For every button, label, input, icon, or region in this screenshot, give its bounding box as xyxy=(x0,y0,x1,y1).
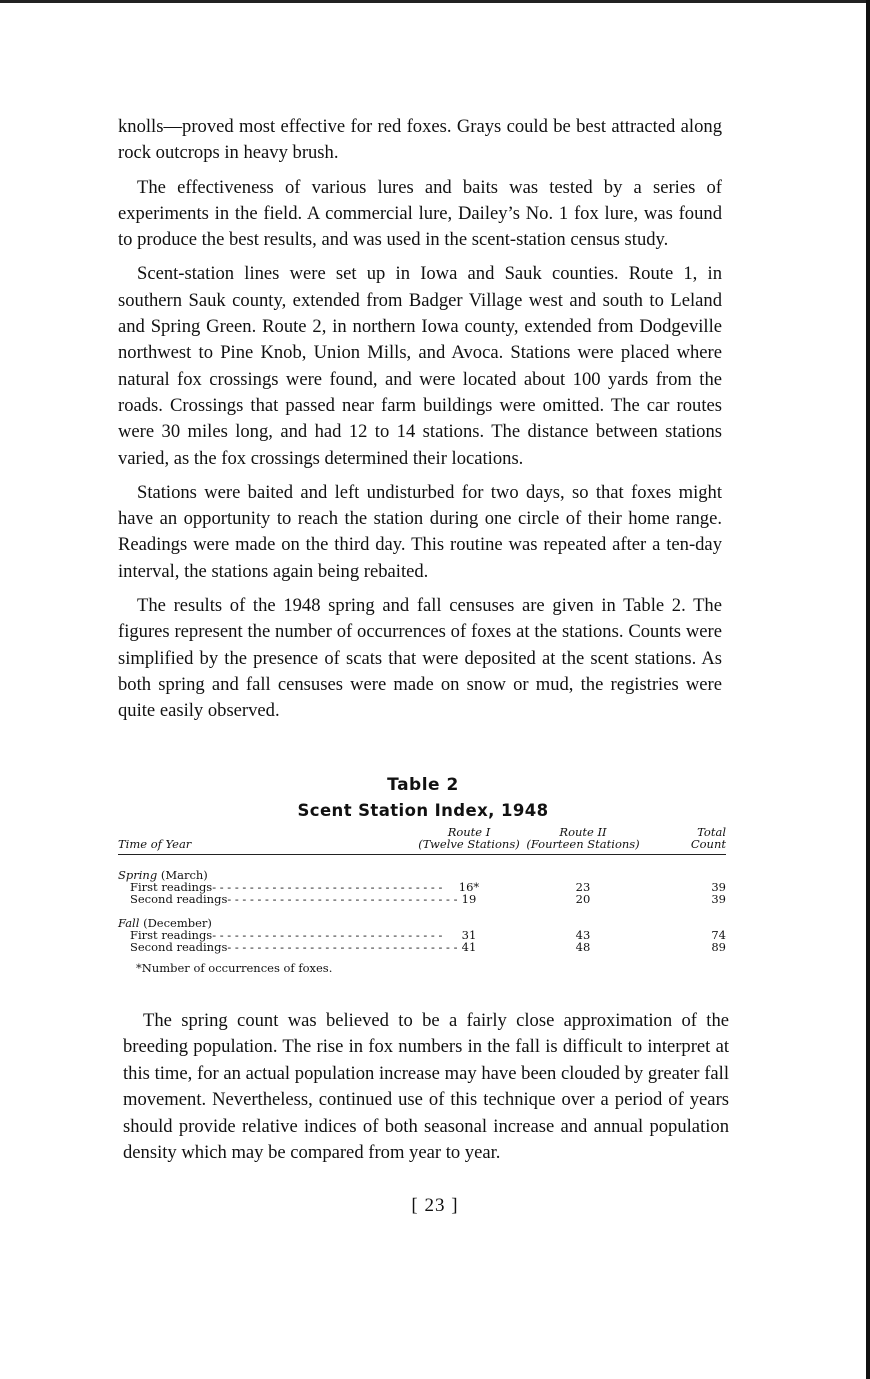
body-text xyxy=(118,114,722,733)
header-total-count: Total Count xyxy=(644,826,726,855)
table-row: Second readings- - - - - - - - - - - - - - - - - - - - - - - - - - - - - - - 19 20 39 xyxy=(130,892,726,906)
page-right-edge xyxy=(866,0,870,1379)
paragraph-5: The results of the 1948 spring and fall censuses are given in Table 2. The figures represent the number of occurrences of foxes at the stations. Counts were simplified by the presence of scats that were deposited at the scent stations. As both spring and fall censuses were made on snow or mud, the registries were quite easily observed. xyxy=(118,595,722,722)
group-header-spring: Spring (March) xyxy=(118,868,208,882)
paragraph-2: The effectiveness of various lures and baits was tested by a series of experiments in the field. A commercial lure, Dailey’s No. 1 fox lure, was found to produce the best results, and was used in the scent-station census study. xyxy=(118,176,722,251)
table-row: First readings- - - - - - - - - - - - - - - - - - - - - - - - - - - - - - - 31 43 74 xyxy=(130,928,726,942)
header-route-1: Route I (Twelve Stations) xyxy=(416,826,522,855)
table-footnote: *Number of occurrences of foxes. xyxy=(136,961,333,975)
table-row: Second readings- - - - - - - - - - - - - - - - - - - - - - - - - - - - - - - 41 48 89 xyxy=(130,940,726,954)
header-time-of-year: Time of Year xyxy=(118,826,416,855)
page-top-edge xyxy=(0,0,870,3)
table-subtitle: Scent Station Index, 1948 xyxy=(297,801,549,820)
scent-station-table xyxy=(118,826,726,953)
paragraph-1: knolls—proved most effective for red foxes. Grays could be best attracted along rock outcrops in heavy brush. xyxy=(118,116,722,164)
paragraph-6: The spring count was believed to be a fairly close approximation of the breeding population. The rise in fox numbers in the fall is difficult to interpret at this time, for an actual population increase may have been clouded by greater fall movement. Nevertheless, continued use of this technique over a period of years should provide relative indices of both seasonal increase and annual population density which may be compared from year to year. xyxy=(123,1010,729,1164)
page-number: [ 23 ] xyxy=(411,1195,459,1216)
table-header-row xyxy=(118,826,726,855)
header-route-2: Route II (Fourteen Stations) xyxy=(522,826,644,855)
group-header-fall: Fall (December) xyxy=(118,916,212,930)
closing-text xyxy=(123,1008,729,1166)
table-title: Table 2 xyxy=(387,775,459,795)
paragraph-4: Stations were baited and left undisturbed for two days, so that foxes might have an opportunity to reach the station during one circle of their home range. Readings were made on the third day. This routine was repeated after a ten-day interval, the stations again being rebaited. xyxy=(118,481,722,582)
table-row: First readings- - - - - - - - - - - - - - - - - - - - - - - - - - - - - - - 16* 23 39 xyxy=(130,880,726,894)
paragraph-3: Scent-station lines were set up in Iowa and Sauk counties. Route 1, in southern Sauk county, extended from Badger Village west and south to Leland and Spring Green. Route 2, in northern Iowa county, extended from Dodgeville northwest to Pine Knob, Union Mills, and Avoca. Stations were placed where natural fox crossings were found, and were located about 100 yards from the roads. Crossings that passed near farm buildings were omitted. The car routes were 30 miles long, and had 12 to 14 stations. The distance between stations varied, as the fox crossings determined their locations. xyxy=(118,263,722,469)
table-2 xyxy=(118,775,728,975)
